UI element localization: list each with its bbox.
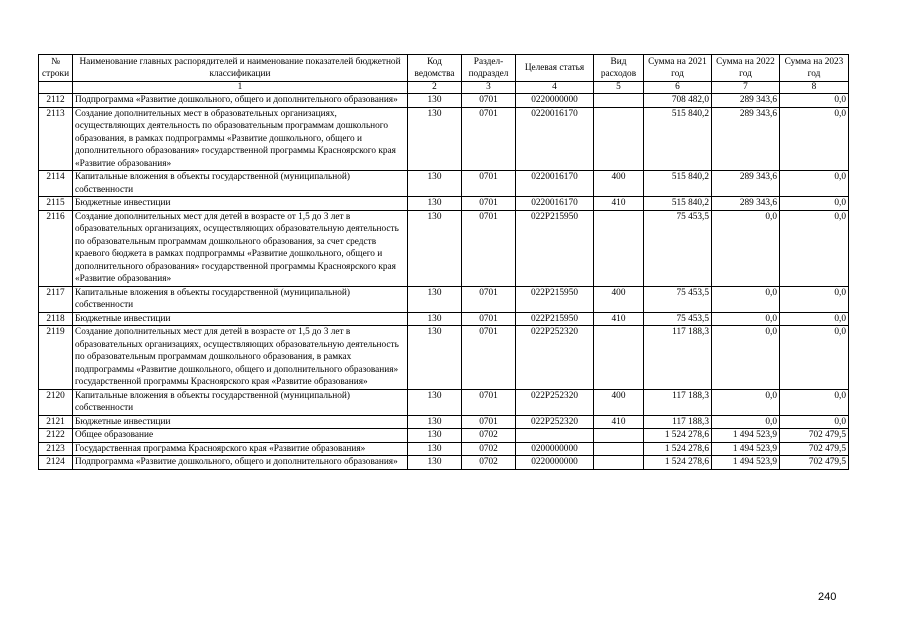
expense-type: 410 (594, 312, 644, 326)
table-row (39, 312, 849, 326)
item-name: Создание дополнительных мест в образовательных организациях, осуществляющих деятельность по образовательным программам дошкольного образования, в рамках подпрограммы «Развитие дошкольного, общего и дополнительного образования» государственной программы Красноярского края «Развитие образования» (73, 107, 408, 171)
header-sum-2021: Сумма на 2021 год (644, 55, 712, 82)
row-number: 2116 (39, 210, 73, 286)
item-name: Капитальные вложения в объекты государственной (муниципальной) собственности (73, 389, 408, 415)
item-name: Бюджетные инвестиции (73, 312, 408, 326)
item-name: Подпрограмма «Развитие дошкольного, общего и дополнительного образования» (73, 94, 408, 108)
row-number: 2112 (39, 94, 73, 108)
dept-code: 130 (408, 442, 462, 456)
section-code: 0701 (462, 94, 516, 108)
sum-2021: 75 453,5 (644, 312, 712, 326)
table-row (39, 456, 849, 470)
row-number: 2123 (39, 442, 73, 456)
sum-2021: 117 188,3 (644, 326, 712, 390)
item-name: Общее образование (73, 429, 408, 443)
expense-type (594, 94, 644, 108)
sum-2023: 0,0 (780, 171, 849, 197)
section-code: 0701 (462, 312, 516, 326)
budget-table (38, 54, 849, 470)
sum-2021: 1 524 278,6 (644, 442, 712, 456)
header-expense-type: Вид расходов (594, 55, 644, 82)
sum-2022: 1 494 523,9 (712, 442, 780, 456)
expense-type (594, 442, 644, 456)
target-item: 022P252320 (516, 389, 594, 415)
row-number: 2113 (39, 107, 73, 171)
sum-2022: 0,0 (712, 286, 780, 312)
sum-2021: 515 840,2 (644, 171, 712, 197)
row-number: 2119 (39, 326, 73, 390)
dept-code: 130 (408, 94, 462, 108)
table-row (39, 171, 849, 197)
sum-2021: 515 840,2 (644, 197, 712, 211)
row-number: 2122 (39, 429, 73, 443)
item-name: Государственная программа Красноярского края «Развитие образования» (73, 442, 408, 456)
sum-2022: 0,0 (712, 326, 780, 390)
target-item: 0220016170 (516, 171, 594, 197)
column-number-empty (39, 82, 73, 94)
table-row (39, 442, 849, 456)
column-number: 8 (780, 82, 849, 94)
column-number: 3 (462, 82, 516, 94)
target-item: 022P215950 (516, 312, 594, 326)
header-target-item: Целевая статья (516, 55, 594, 82)
expense-type: 410 (594, 197, 644, 211)
sum-2022: 0,0 (712, 312, 780, 326)
row-number: 2114 (39, 171, 73, 197)
column-number: 1 (73, 82, 408, 94)
row-number: 2120 (39, 389, 73, 415)
row-number: 2115 (39, 197, 73, 211)
sum-2022: 289 343,6 (712, 197, 780, 211)
table-row (39, 107, 849, 171)
dept-code: 130 (408, 456, 462, 470)
sum-2021: 1 524 278,6 (644, 429, 712, 443)
column-number: 4 (516, 82, 594, 94)
header-dept-code: Код ведомства (408, 55, 462, 82)
sum-2023: 0,0 (780, 326, 849, 390)
target-item: 0200000000 (516, 442, 594, 456)
page-number: 240 (818, 591, 837, 603)
sum-2021: 75 453,5 (644, 286, 712, 312)
item-name: Бюджетные инвестиции (73, 197, 408, 211)
dept-code: 130 (408, 415, 462, 429)
table-row (39, 389, 849, 415)
header-sum-2023: Сумма на 2023 год (780, 55, 849, 82)
expense-type (594, 456, 644, 470)
target-item: 022P215950 (516, 286, 594, 312)
sum-2021: 75 453,5 (644, 210, 712, 286)
row-number: 2118 (39, 312, 73, 326)
target-item (516, 429, 594, 443)
table-row (39, 94, 849, 108)
sum-2021: 1 524 278,6 (644, 456, 712, 470)
item-name: Создание дополнительных мест для детей в возрасте от 1,5 до 3 лет в образовательных организациях, осуществляющих образовательную деятельность по образовательным программам дошкольного образования, в рамках подпрограммы «Развитие дошкольного, общего и дополнительного образования» государственной программы Красноярского края «Развитие образования» (73, 326, 408, 390)
dept-code: 130 (408, 107, 462, 171)
section-code: 0701 (462, 171, 516, 197)
sum-2022: 0,0 (712, 210, 780, 286)
sum-2021: 117 188,3 (644, 415, 712, 429)
column-number: 2 (408, 82, 462, 94)
section-code: 0701 (462, 197, 516, 211)
expense-type: 400 (594, 389, 644, 415)
target-item: 022P215950 (516, 210, 594, 286)
sum-2022: 289 343,6 (712, 94, 780, 108)
table-row (39, 429, 849, 443)
item-name: Капитальные вложения в объекты государственной (муниципальной) собственности (73, 286, 408, 312)
dept-code: 130 (408, 286, 462, 312)
dept-code: 130 (408, 326, 462, 390)
item-name: Капитальные вложения в объекты государственной (муниципальной) собственности (73, 171, 408, 197)
sum-2021: 117 188,3 (644, 389, 712, 415)
section-code: 0701 (462, 326, 516, 390)
sum-2023: 0,0 (780, 107, 849, 171)
target-item: 022P252320 (516, 326, 594, 390)
item-name: Создание дополнительных мест для детей в возрасте от 1,5 до 3 лет в образовательных организациях, осуществляющих образовательную деятельность по образовательным программам дошкольного образования, за счет средств краевого бюджета в рамках подпрограммы «Развитие дошкольного, общего и дополнительного образования» государственной программы Красноярского края «Развитие образования» (73, 210, 408, 286)
sum-2022: 0,0 (712, 415, 780, 429)
item-name: Бюджетные инвестиции (73, 415, 408, 429)
sum-2023: 0,0 (780, 312, 849, 326)
sum-2022: 1 494 523,9 (712, 429, 780, 443)
sum-2023: 702 479,5 (780, 456, 849, 470)
column-number: 7 (712, 82, 780, 94)
sum-2023: 0,0 (780, 415, 849, 429)
target-item: 0220000000 (516, 94, 594, 108)
row-number: 2121 (39, 415, 73, 429)
section-code: 0702 (462, 442, 516, 456)
table-row (39, 197, 849, 211)
dept-code: 130 (408, 171, 462, 197)
sum-2022: 289 343,6 (712, 107, 780, 171)
sum-2023: 0,0 (780, 94, 849, 108)
sum-2022: 289 343,6 (712, 171, 780, 197)
sum-2023: 0,0 (780, 389, 849, 415)
sum-2023: 702 479,5 (780, 429, 849, 443)
expense-type: 400 (594, 286, 644, 312)
table-body (39, 94, 849, 470)
expense-type (594, 429, 644, 443)
column-number: 5 (594, 82, 644, 94)
expense-type: 410 (594, 415, 644, 429)
table-row (39, 286, 849, 312)
dept-code: 130 (408, 389, 462, 415)
section-code: 0701 (462, 210, 516, 286)
sum-2022: 0,0 (712, 389, 780, 415)
target-item: 0220000000 (516, 456, 594, 470)
expense-type (594, 210, 644, 286)
expense-type: 400 (594, 171, 644, 197)
expense-type (594, 326, 644, 390)
table-row (39, 415, 849, 429)
row-number: 2117 (39, 286, 73, 312)
dept-code: 130 (408, 429, 462, 443)
header-name: Наименование главных распорядителей и наименование показателей бюджетной классификации (73, 55, 408, 82)
column-number: 6 (644, 82, 712, 94)
header-section: Раздел-подраздел (462, 55, 516, 82)
sum-2023: 702 479,5 (780, 442, 849, 456)
header-sum-2022: Сумма на 2022 год (712, 55, 780, 82)
target-item: 0220016170 (516, 107, 594, 171)
table-row (39, 326, 849, 390)
sum-2023: 0,0 (780, 286, 849, 312)
dept-code: 130 (408, 197, 462, 211)
sum-2023: 0,0 (780, 210, 849, 286)
header-row-number: № строки (39, 55, 73, 82)
section-code: 0701 (462, 389, 516, 415)
table-row (39, 210, 849, 286)
item-name: Подпрограмма «Развитие дошкольного, общего и дополнительного образования» (73, 456, 408, 470)
sum-2021: 708 482,0 (644, 94, 712, 108)
section-code: 0701 (462, 286, 516, 312)
dept-code: 130 (408, 312, 462, 326)
row-number: 2124 (39, 456, 73, 470)
expense-type (594, 107, 644, 171)
target-item: 0220016170 (516, 197, 594, 211)
dept-code: 130 (408, 210, 462, 286)
sum-2021: 515 840,2 (644, 107, 712, 171)
section-code: 0701 (462, 107, 516, 171)
sum-2023: 0,0 (780, 197, 849, 211)
target-item: 022P252320 (516, 415, 594, 429)
section-code: 0702 (462, 429, 516, 443)
section-code: 0702 (462, 456, 516, 470)
section-code: 0701 (462, 415, 516, 429)
sum-2022: 1 494 523,9 (712, 456, 780, 470)
